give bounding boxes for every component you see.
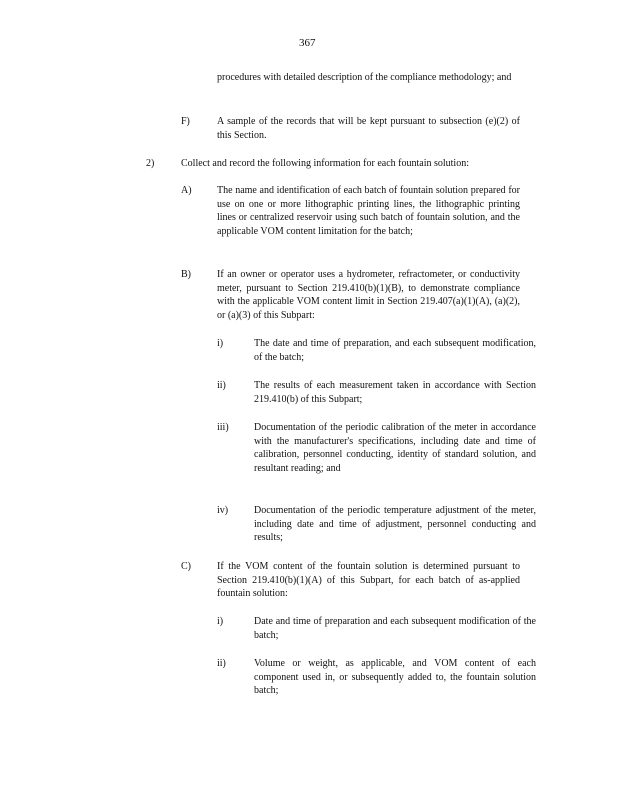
item-2c-label: C) (181, 561, 191, 572)
item-2b-i-text: The date and time of preparation, and each subsequent modification, of the batch; (254, 338, 536, 363)
item-2c-ii-text: Volume or weight, as applicable, and VOM content of each component used in, or subsequently added to, the fountain solution batch; (254, 658, 536, 697)
item-f-text: A sample of the records that will be kept pursuant to subsection (e)(2) of this Section. (217, 116, 520, 141)
item-2c-i-label: i) (217, 616, 224, 627)
item-2c-text: If the VOM content of the fountain solution is determined pursuant to Section 219.410(b)(1)(A) of this Subpart, for each batch of as-applied fountain solution: (217, 561, 520, 600)
item-2b-iii-text: Documentation of the periodic calibration of the meter in accordance with the manufacturer's specifications, including date and time of calibration, personnel conducting, identity of standard solution, and resultant reading; and (254, 422, 536, 474)
item-2b-label: B) (181, 269, 191, 280)
item-2b-i-label: i) (217, 338, 224, 349)
item-2a-text: The name and identification of each batch of fountain solution prepared for use on one or more lithographic printing lines, the lithographic printing lines or centralized reservoir using such batch of fountain solution, and the applicable VOM content limitation for the batch; (217, 185, 520, 237)
item-2b-ii-text: The results of each measurement taken in accordance with Section 219.410(b) of this Subpart; (254, 380, 536, 405)
item-2-text: Collect and record the following information for each fountain solution: (181, 158, 469, 169)
item-2b-iv-label: iv) (217, 505, 229, 516)
page-number: 367 (299, 37, 316, 49)
item-2-label: 2) (146, 158, 155, 169)
item-2c-i-text: Date and time of preparation and each subsequent modification of the batch; (254, 616, 536, 641)
item-2b-ii-label: ii) (217, 380, 226, 391)
item-2c-ii-label: ii) (217, 658, 226, 669)
item-2b-text: If an owner or operator uses a hydrometer, refractometer, or conductivity meter, pursuant to Section 219.410(b)(1)(B), to demonstrate compliance with the applicable VOM content limit in Section 219.407(a)(1)(A), (a)(2), or (a)(3) of this Subpart: (217, 269, 520, 321)
item-2b-iv-text: Documentation of the periodic temperature adjustment of the meter, including date and time of adjustment, personnel conducting and results; (254, 505, 536, 544)
item-2b-iii-label: iii) (217, 422, 229, 433)
item-2a-label: A) (181, 185, 192, 196)
continuation-text: procedures with detailed description of the compliance methodology; and (217, 72, 512, 83)
item-f-label: F) (181, 116, 190, 127)
